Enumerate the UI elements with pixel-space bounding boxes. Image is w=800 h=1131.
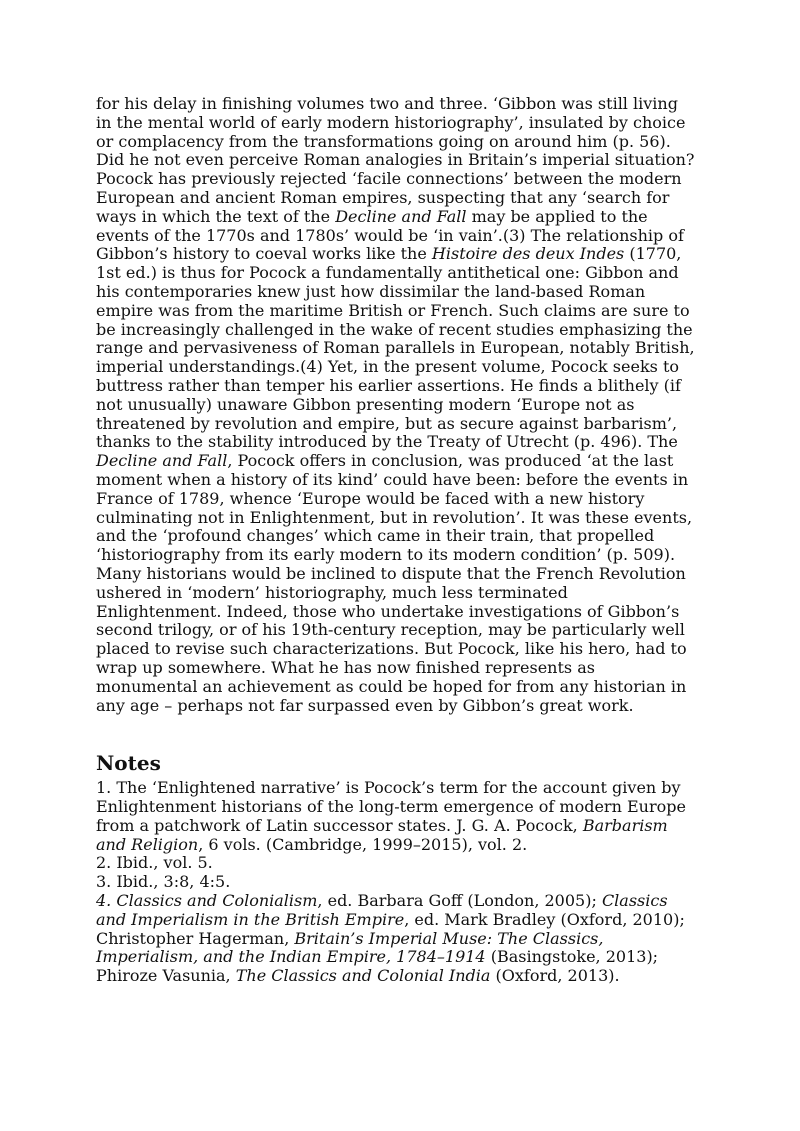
note-line bbox=[96, 967, 706, 986]
text-run: from a patchwork of Latin successor states. J. G. A. Pocock, bbox=[96, 815, 583, 835]
text-run: buttress rather than temper his earlier assertions. He finds a blithely (if bbox=[96, 375, 681, 395]
text-run: any age – perhaps not far surpassed even by Gibbon’s great work. bbox=[96, 695, 634, 715]
text-run: Many historians would be inclined to dispute that the French Revolution bbox=[96, 563, 686, 583]
body-line bbox=[96, 697, 706, 716]
italic-title: Decline and Fall bbox=[96, 451, 228, 471]
text-run: Did he not even perceive Roman analogies in Britain’s imperial situation? bbox=[96, 150, 695, 170]
text-run: , 6 vols. (Cambridge, 1999–2015), vol. 2. bbox=[198, 834, 528, 854]
italic-title: Histoire des deux Indes bbox=[431, 244, 625, 264]
text-run: empire was from the maritime British or French. Such claims are sure to bbox=[96, 300, 690, 320]
text-run: or complacency from the transformations going on around him (p. 56). bbox=[96, 131, 671, 151]
note-line bbox=[96, 836, 706, 855]
body-line bbox=[96, 509, 706, 528]
body-line bbox=[96, 603, 706, 622]
body-line bbox=[96, 95, 706, 114]
text-run: be increasingly challenged in the wake of recent studies emphasizing the bbox=[96, 319, 693, 339]
text-run: for his delay in finishing volumes two and three. ‘Gibbon was still living bbox=[96, 94, 678, 113]
body-line bbox=[96, 245, 706, 264]
document-page bbox=[96, 95, 706, 986]
text-run: France of 1789, whence ‘Europe would be faced with a new history bbox=[96, 488, 645, 508]
note-line bbox=[96, 930, 706, 949]
text-run: threatened by revolution and empire, but as secure against barbarism’, bbox=[96, 413, 678, 433]
italic-title: Barbarism bbox=[582, 815, 668, 835]
text-run: and the ‘profound changes’ which came in their train, that propelled bbox=[96, 526, 655, 546]
body-line bbox=[96, 584, 706, 603]
text-run: , Pocock offers in conclusion, was produced ‘at the last bbox=[227, 451, 674, 471]
body-line bbox=[96, 170, 706, 189]
body-line bbox=[96, 433, 706, 452]
text-run: ‘historiography from its early modern to its modern condition’ (p. 509). bbox=[96, 545, 676, 565]
body-line bbox=[96, 490, 706, 509]
text-run: not unusually) unaware Gibbon presenting modern ‘Europe not as bbox=[96, 394, 635, 414]
body-line bbox=[96, 659, 706, 678]
italic-title: Britain’s Imperial Muse: The Classics, bbox=[294, 928, 604, 948]
text-run: monumental an achievement as could be hoped for from any historian in bbox=[96, 676, 687, 696]
note-line bbox=[96, 798, 706, 817]
body-line bbox=[96, 527, 706, 546]
text-run: European and ancient Roman empires, suspecting that any ‘search for bbox=[96, 187, 670, 207]
text-run: events of the 1770s and 1780s’ would be ‘in vain’.(3) The relationship of bbox=[96, 225, 684, 245]
body-line bbox=[96, 396, 706, 415]
body-line bbox=[96, 227, 706, 246]
text-run: culminating not in Enlightenment, but in revolution’. It was these events, bbox=[96, 507, 693, 527]
body-line bbox=[96, 452, 706, 471]
italic-title: 4. Classics and Colonialism bbox=[96, 891, 318, 911]
text-run: in the mental world of early modern historiography’, insulated by choice bbox=[96, 112, 686, 132]
note-line bbox=[96, 911, 706, 930]
text-run: 1st ed.) is thus for Pocock a fundamentally antithetical one: Gibbon and bbox=[96, 263, 679, 283]
text-run: (Basingstoke, 2013); bbox=[485, 947, 659, 967]
text-run: ways in which the text of the bbox=[96, 206, 336, 226]
italic-title: Imperialism, and the Indian Empire, 1784–1914 bbox=[96, 947, 486, 967]
text-run: range and pervasiveness of Roman parallels in European, notably British, bbox=[96, 338, 695, 358]
body-line bbox=[96, 358, 706, 377]
note-line bbox=[96, 892, 706, 911]
note-line bbox=[96, 948, 706, 967]
text-run: Enlightenment historians of the long-term emergence of modern Europe bbox=[96, 797, 686, 817]
text-run: (1770, bbox=[624, 244, 682, 264]
text-run: , ed. Barbara Goff (London, 2005); bbox=[317, 891, 602, 911]
text-run: 1. The ‘Enlightened narrative’ is Pocock’s term for the account given by bbox=[96, 778, 681, 798]
text-run: placed to revise such characterizations. But Pocock, like his hero, had to bbox=[96, 639, 687, 659]
body-line bbox=[96, 546, 706, 565]
note-line bbox=[96, 817, 706, 836]
text-run: , ed. Mark Bradley (Oxford, 2010); bbox=[404, 909, 685, 929]
note-line bbox=[96, 873, 706, 892]
text-run: Phiroze Vasunia, bbox=[96, 966, 236, 986]
body-line bbox=[96, 321, 706, 340]
body-line bbox=[96, 415, 706, 434]
body-line bbox=[96, 264, 706, 283]
note-line bbox=[96, 854, 706, 873]
text-run: 2. Ibid., vol. 5. bbox=[96, 853, 213, 873]
body-line bbox=[96, 151, 706, 170]
text-run: (Oxford, 2013). bbox=[490, 966, 620, 986]
text-run: his contemporaries knew just how dissimilar the land-based Roman bbox=[96, 281, 646, 301]
body-line bbox=[96, 114, 706, 133]
italic-title: and Religion bbox=[96, 834, 199, 854]
body-line bbox=[96, 678, 706, 697]
body-line bbox=[96, 133, 706, 152]
text-run: may be applied to the bbox=[466, 206, 648, 226]
text-run: moment when a history of its kind’ could have been: before the events in bbox=[96, 469, 689, 489]
text-run: wrap up somewhere. What he has now finished represents as bbox=[96, 657, 595, 677]
body-paragraph bbox=[96, 95, 706, 715]
text-run: Gibbon’s history to coeval works like the bbox=[96, 244, 432, 264]
text-run: second trilogy, or of his 19th-century reception, may be particularly well bbox=[96, 620, 685, 640]
italic-title: Decline and Fall bbox=[335, 206, 467, 226]
italic-title: and Imperialism in the British Empire bbox=[96, 909, 405, 929]
body-line bbox=[96, 565, 706, 584]
notes-list bbox=[96, 779, 706, 986]
body-line bbox=[96, 189, 706, 208]
text-run: thanks to the stability introduced by the Treaty of Utrecht (p. 496). The bbox=[96, 432, 678, 452]
text-run: 3. Ibid., 3:8, 4:5. bbox=[96, 872, 231, 892]
notes-heading: Notes bbox=[96, 751, 161, 776]
text-run: Christopher Hagerman, bbox=[96, 928, 295, 948]
body-line bbox=[96, 283, 706, 302]
body-line bbox=[96, 208, 706, 227]
body-line bbox=[96, 339, 706, 358]
body-line bbox=[96, 471, 706, 490]
text-run: Enlightenment. Indeed, those who undertake investigations of Gibbon’s bbox=[96, 601, 680, 621]
italic-title: Classics bbox=[601, 891, 668, 911]
text-run: Pocock has previously rejected ‘facile connections’ between the modern bbox=[96, 169, 682, 189]
text-run: imperial understandings.(4) Yet, in the present volume, Pocock seeks to bbox=[96, 357, 680, 377]
note-line bbox=[96, 779, 706, 798]
text-run: ushered in ‘modern’ historiography, much less terminated bbox=[96, 582, 568, 602]
body-line bbox=[96, 302, 706, 321]
italic-title: The Classics and Colonial India bbox=[235, 966, 491, 986]
body-line bbox=[96, 621, 706, 640]
body-line bbox=[96, 377, 706, 396]
body-line bbox=[96, 640, 706, 659]
